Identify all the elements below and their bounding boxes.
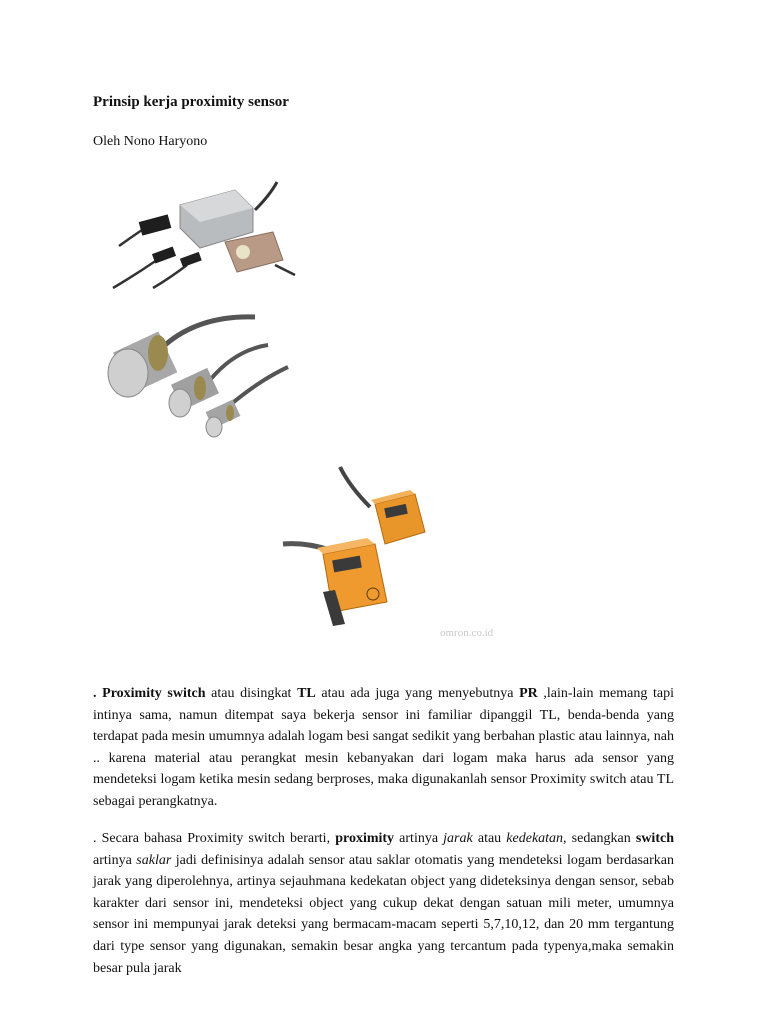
p2-term-proximity: proximity: [335, 831, 395, 846]
p2-italic-jarak: jarak: [443, 831, 473, 846]
p1-term-proximity-switch: Proximity switch: [102, 686, 206, 701]
p2-text-6: jadi definisinya adalah sensor atau saklar otomatis yang mendeteksi logam berdasarkan jarak yang diperolehnya, artinya sejauhmana kedekatan object yang dideteksinya dengan sensor, sebab karakter dari sensor ini, mendeteksi object yang cukup dekat dengan satuan mili meter, umumnya sensor ini mempunyai jarak deteksi yang bermacam-macam seperti 5,7,10,12, dan 20 mm tergantung dari type sensor yang digunakan, semakin besar angka yang tercantum pada typenya,maka semakin besar pula jarak: [93, 852, 674, 976]
p2-italic-saklar: saklar: [136, 852, 172, 868]
paragraph-2: [93, 828, 674, 979]
p2-text-3: atau: [472, 831, 507, 846]
proximity-sensors-cylindrical-image: [100, 305, 295, 450]
p1-abbr-tl: TL: [297, 686, 316, 701]
p1-abbr-pr: PR: [519, 686, 538, 701]
proximity-sensors-orange-image: [275, 462, 435, 627]
p2-term-switch: switch: [635, 831, 674, 846]
p1-text-2: atau ada juga yang menyebutnya: [315, 686, 520, 701]
p2-italic-kedekatan: kedekatan: [506, 831, 564, 846]
paragraph-1: [93, 683, 674, 813]
p2-text-5: artinya: [93, 852, 137, 868]
p1-lead: .: [93, 686, 103, 701]
doc-author: Oleh Nono Haryono: [93, 134, 208, 149]
proximity-sensors-rectangular-image: [105, 170, 305, 295]
image-credit: omron.co.id: [440, 627, 494, 639]
p2-text-4: , sedangkan: [563, 831, 636, 846]
p2-text-1: . Secara bahasa Proximity switch berarti,: [93, 831, 336, 846]
doc-title: Prinsip kerja proximity sensor: [93, 94, 289, 110]
p2-text-2: artinya: [394, 831, 444, 846]
p1-text-3: ,lain-lain memang tapi intinya sama, namun ditempat saya bekerja sensor ini familiar dipanggil TL, benda-benda yang terdapat pada mesin umumnya adalah logam besi sangat sedikit yang berbahan plastic atau lainnya, nah .. karena material atau perangkat mesin kebanyakan dari logam maka harus ada sensor yang mendeteksi logam ketika mesin sedang berproses, maka digunakanlah sensor Proximity switch atau TL sebagai perangkatnya.: [93, 686, 675, 809]
p1-text-1: atau disingkat: [205, 686, 298, 701]
